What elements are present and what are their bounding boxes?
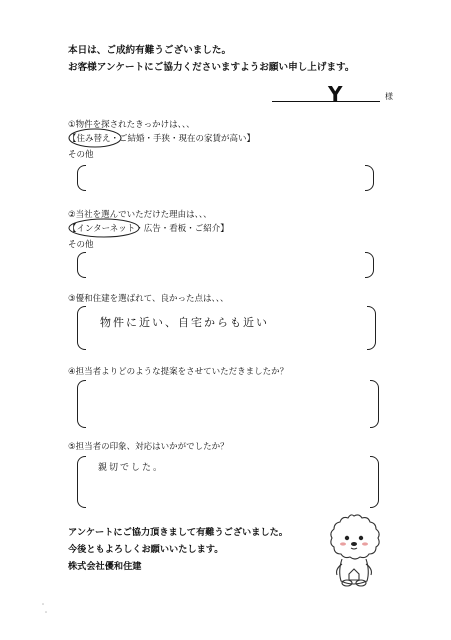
question-2-options: 【インターネット・広告・看板・ご紹介】 [68,224,229,234]
question-1-other-label: その他 [68,150,94,160]
question-3-prompt: ③優和住建を選ばれて、良かった点は、、、 [68,294,229,304]
question-3-bracket-right [367,306,376,350]
question-2-bracket-left [77,252,86,278]
question-5-answer[interactable]: 親切でした。 [98,463,165,473]
question-5-bracket-right [370,456,379,508]
circled-option-mark [66,127,128,149]
closing-line-2: 今後ともよろしくお願いいたします。 [68,544,224,555]
question-4-bracket-left [77,380,86,428]
question-4-bracket-right [370,380,379,428]
closing-line-1: アンケートにご協力頂きまして有難うございました。 [68,527,288,538]
intro-line-2: お客様アンケートにご協力くださいますようお願い申し上げます。 [68,62,355,73]
company-name: 株式会社優和住建 [68,561,142,572]
question-1-prompt: ①物件を探されたきっかけは、、、 [68,120,195,130]
customer-name: Y [328,82,343,106]
question-3-answer[interactable]: 物件に近い、自宅からも近い [100,316,269,329]
question-2-other-label: その他 [68,240,94,250]
question-5-bracket-left [77,456,86,508]
intro-text [68,42,354,76]
question-5-prompt: ⑤担当者の印象、対応はいかがでしたか？ [68,442,229,452]
question-1-bracket-left [77,165,86,191]
scan-specks [40,600,52,620]
question-1-options: 【住み替え・ご結婚・手狭・現在の家賃が高い】 [68,134,256,144]
name-underline [272,101,380,102]
question-1-bracket-right [365,165,374,191]
question-3-bracket-left [77,306,86,350]
circled-option-mark [66,217,146,239]
question-2-prompt: ②当社を選んでいただけた理由は、、、 [68,210,212,220]
question-4-prompt: ④担当者よりどのような提案をさせていただきましたか？ [68,367,289,377]
intro-line-1: 本日は、ご成約有難うございました。 [68,45,232,56]
name-suffix: 様 [385,92,393,101]
question-2-bracket-right [365,252,374,278]
closing-text [68,524,288,575]
mascot-bear-icon [322,512,386,588]
